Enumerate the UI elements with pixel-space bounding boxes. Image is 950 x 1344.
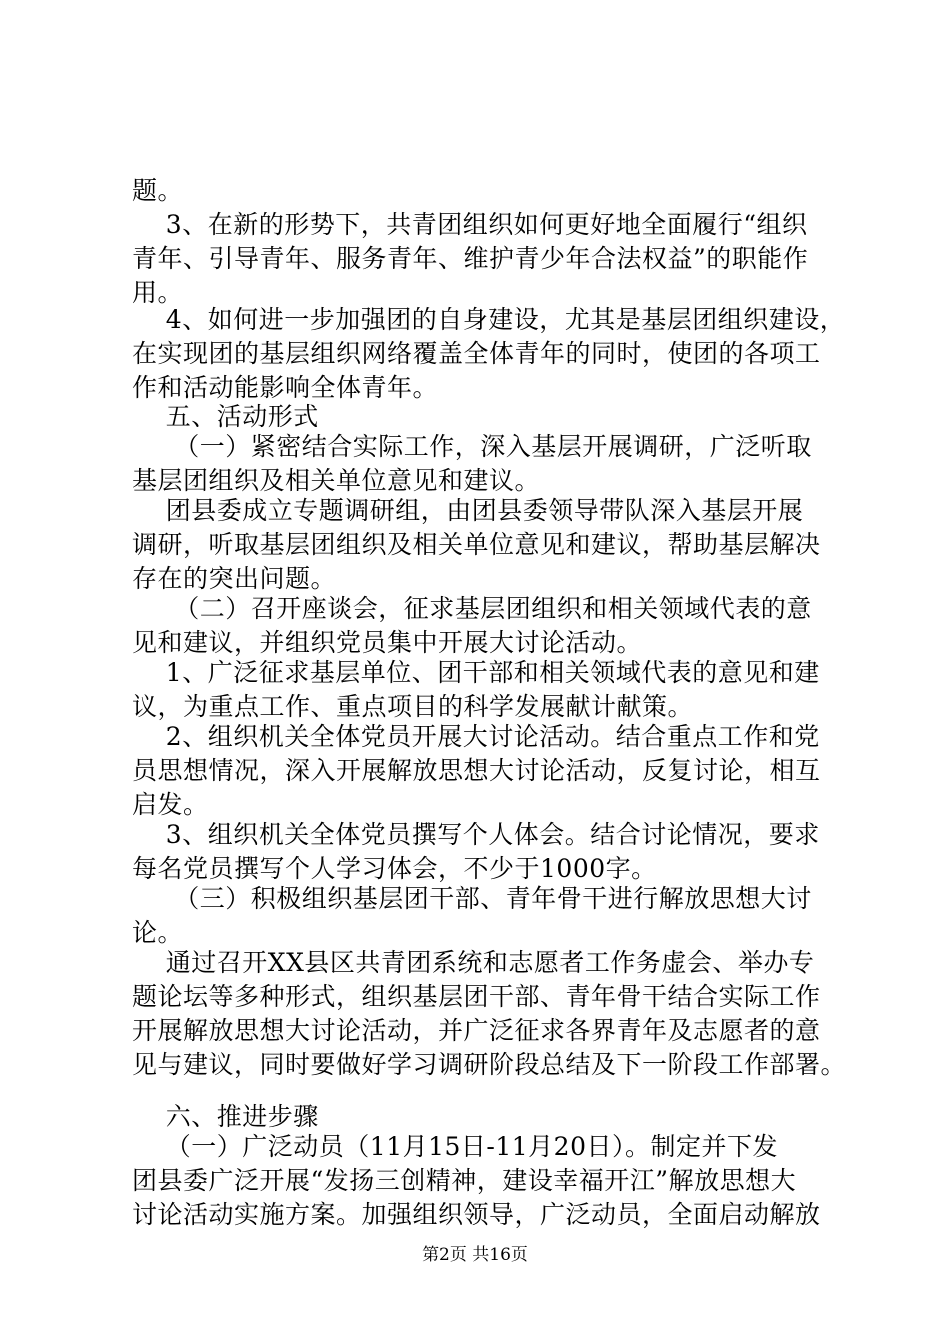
- text-line: 通过召开XX县区共青团系统和志愿者工作务虚会、举办专: [132, 948, 815, 977]
- text-line: 青年、引导青年、服务青年、维护青少年合法权益”的职能作: [132, 244, 809, 273]
- text-line: 题。: [132, 176, 184, 205]
- page-footer: 第2页 共16页: [422, 1245, 528, 1265]
- text-line: 团县委广泛开展“发扬三创精神，建设幸福开江”解放思想大: [132, 1166, 797, 1195]
- text-line: 见和建议，并组织党员集中开展大讨论活动。: [132, 628, 643, 657]
- text-line: 讨论活动实施方案。加强组织领导，广泛动员，全面启动解放: [132, 1200, 821, 1229]
- text-line: 启发。: [132, 790, 209, 819]
- text-line: 每名党员撰写个人学习体会，不少于1000字。: [132, 854, 657, 883]
- text-line: 1、广泛征求基层单位、团干部和相关领域代表的意见和建: [132, 658, 820, 687]
- text-line: 调研，听取基层团组织及相关单位意见和建议，帮助基层解决: [132, 530, 821, 559]
- text-line: 存在的突出问题。: [132, 564, 337, 593]
- section-heading: 六、推进步骤: [132, 1102, 319, 1131]
- text-line: 作和活动能影响全体青年。: [132, 373, 439, 402]
- text-line: 3、在新的形势下，共青团组织如何更好地全面履行“组织: [132, 210, 808, 239]
- text-line: 题论坛等多种形式，组织基层团干部、青年骨干结合实际工作: [132, 982, 821, 1011]
- text-line: 基层团组织及相关单位意见和建议。: [132, 466, 541, 495]
- text-line: 论。: [132, 918, 184, 947]
- text-line: 3、组织机关全体党员撰写个人体会。结合讨论情况，要求: [132, 820, 820, 849]
- text-line: 2、组织机关全体党员开展大讨论活动。结合重点工作和党: [132, 722, 820, 751]
- text-line: （三）积极组织基层团干部、青年骨干进行解放思想大讨: [132, 884, 812, 913]
- text-line: （一）广泛动员（11月15日-11月20日）。制定并下发: [132, 1132, 778, 1161]
- text-line: 见与建议，同时要做好学习调研阶段总结及下一阶段工作部署。: [132, 1050, 847, 1079]
- text-line: 开展解放思想大讨论活动，并广泛征求各界青年及志愿者的意: [132, 1016, 821, 1045]
- text-line: （二）召开座谈会，征求基层团组织和相关领域代表的意: [132, 594, 812, 623]
- text-line: 用。: [132, 278, 184, 307]
- text-line: 在实现团的基层组织网络覆盖全体青年的同时，使团的各项工: [132, 339, 821, 368]
- text-line: （一）紧密结合实际工作，深入基层开展调研，广泛听取: [132, 432, 812, 461]
- text-line: 议，为重点工作、重点项目的科学发展献计献策。: [132, 692, 694, 721]
- section-heading: 五、活动形式: [132, 402, 319, 431]
- text-line: 4、如何进一步加强团的自身建设，尤其是基层团组织建设，: [132, 305, 846, 334]
- text-line: 员思想情况，深入开展解放思想大讨论活动，反复讨论，相互: [132, 756, 821, 785]
- text-line: 团县委成立专题调研组，由团县委领导带队深入基层开展: [132, 496, 804, 525]
